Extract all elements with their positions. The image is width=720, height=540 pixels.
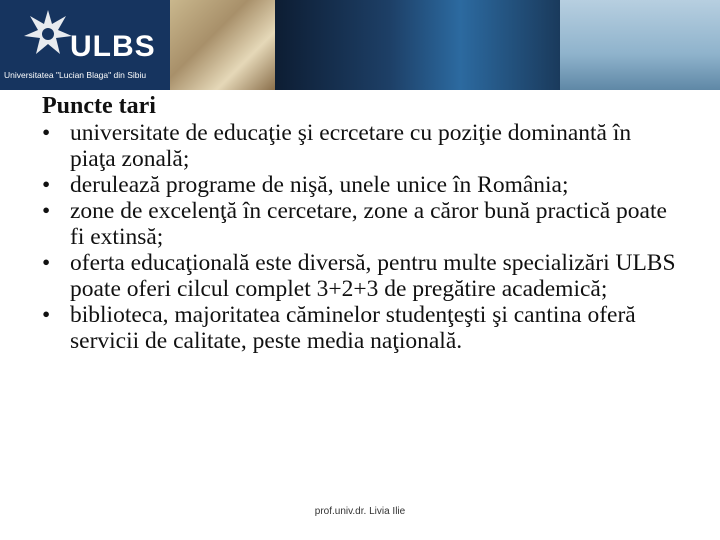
slide-heading: Puncte tari <box>42 93 156 119</box>
bullet-text: oferta educaţională este diversă, pentru multe specializări ULBS poate oferi cilcul complet 3+2+3 de pregătire academică; <box>70 250 676 302</box>
portrait-photo <box>560 0 720 90</box>
bullet-item <box>42 250 682 302</box>
bullet-item <box>42 302 682 354</box>
footer-author: prof.univ.dr. Livia Ilie <box>314 506 406 517</box>
bullet-text: universitate de educaţie şi ecrcetare cu poziţie dominantă în piaţa zonală; <box>70 120 632 172</box>
bullet-list <box>42 120 682 354</box>
students-photo <box>170 0 275 90</box>
university-logo <box>0 0 170 90</box>
bullet-symbol: • <box>42 120 51 146</box>
bullet-symbol: • <box>42 302 51 328</box>
header-banner <box>0 0 720 90</box>
bullet-item <box>42 172 682 198</box>
bullet-symbol: • <box>42 198 51 224</box>
bullet-text: derulează programe de nişă, unele unice în România; <box>70 172 569 198</box>
bullet-text: zone de excelenţă în cercetare, zone a căror bună practică poate fi extinsă; <box>70 198 667 250</box>
bullet-item <box>42 120 682 172</box>
logo-subtitle: Universitatea "Lucian Blaga" din Sibiu <box>4 70 147 80</box>
bullet-symbol: • <box>42 172 51 198</box>
bullet-text: biblioteca, majoritatea căminelor studenţeşti şi cantina oferă servicii de calitate, peste media naţională. <box>70 302 636 354</box>
winged-emblem-icon <box>22 6 74 66</box>
bullet-item <box>42 198 682 250</box>
keyboard-photo <box>275 0 560 90</box>
slide-content <box>42 92 682 354</box>
logo-text: ULBS <box>70 30 156 63</box>
bullet-symbol: • <box>42 250 51 276</box>
